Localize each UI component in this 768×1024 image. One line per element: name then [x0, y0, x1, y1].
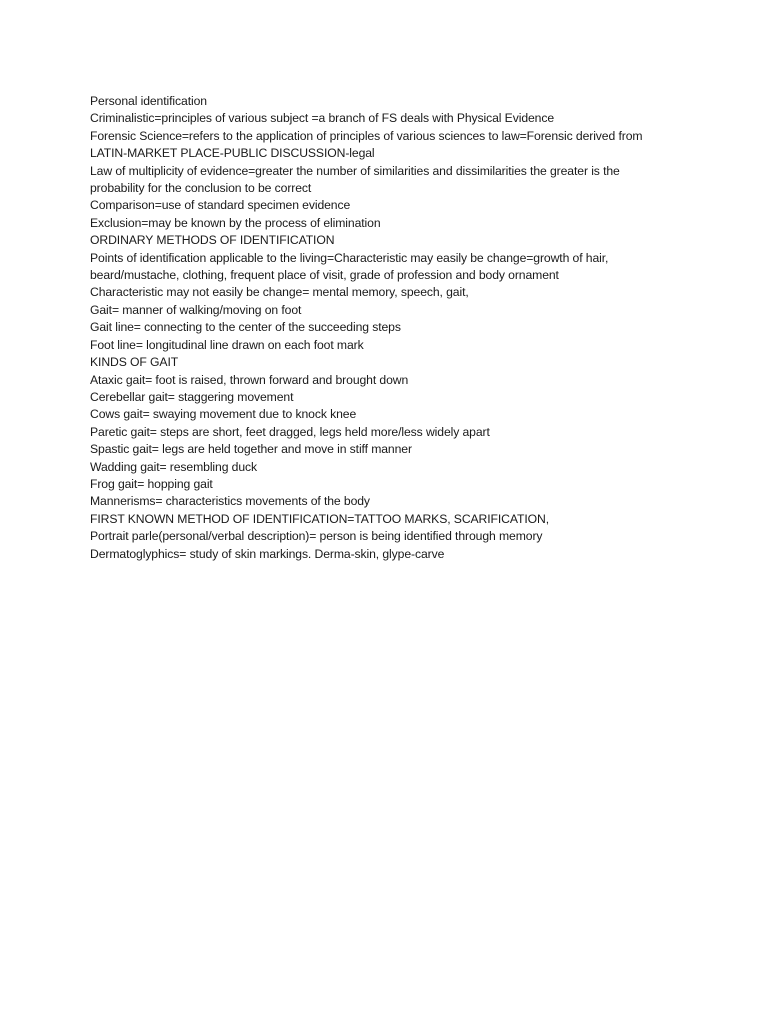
text-line: Law of multiplicity of evidence=greater the number of similarities and dissimilarities the greater is the	[90, 163, 620, 178]
text-line: Exclusion=may be known by the process of elimination	[90, 215, 381, 230]
text-line: beard/mustache, clothing, frequent place of visit, grade of profession and body ornament	[90, 268, 559, 283]
text-line: LATIN-MARKET PLACE-PUBLIC DISCUSSION-legal	[90, 146, 375, 161]
text-line: Foot line= longitudinal line drawn on each foot mark	[90, 337, 364, 352]
text-line: Portrait parle(personal/verbal description)= person is being identified through memory	[90, 529, 543, 544]
text-line: Criminalistic=principles of various subject =a branch of FS deals with Physical Evidence	[90, 111, 555, 126]
text-line: Paretic gait= steps are short, feet dragged, legs held more/less widely apart	[90, 424, 490, 439]
text-line: Dermatoglyphics= study of skin markings. Derma-skin, glype-carve	[90, 546, 445, 561]
text-line: Gait line= connecting to the center of the succeeding steps	[90, 320, 401, 335]
text-line: Cows gait= swaying movement due to knock knee	[90, 407, 357, 422]
text-line: Forensic Science=refers to the application of principles of various sciences to law=Forensic derived from	[90, 128, 643, 143]
text-line: Ataxic gait= foot is raised, thrown forward and brought down	[90, 372, 409, 387]
text-line: probability for the conclusion to be correct	[90, 181, 312, 196]
text-line: Comparison=use of standard specimen evidence	[90, 198, 351, 213]
text-line: Cerebellar gait= staggering movement	[90, 389, 294, 404]
text-line: Mannerisms= characteristics movements of the body	[90, 494, 370, 509]
section-heading: FIRST KNOWN METHOD OF IDENTIFICATION=TATTOO MARKS, SCARIFICATION,	[90, 511, 550, 526]
text-line: Points of identification applicable to the living=Characteristic may easily be change=growth of hair,	[90, 250, 609, 265]
section-heading: ORDINARY METHODS OF IDENTIFICATION	[90, 233, 335, 248]
document-title: Personal identification	[90, 94, 207, 108]
section-heading: KINDS OF GAIT	[90, 355, 179, 370]
text-line: Spastic gait= legs are held together and move in stiff manner	[90, 442, 412, 457]
document-body	[90, 93, 690, 563]
text-line: Characteristic may not easily be change= mental memory, speech, gait,	[90, 285, 469, 300]
text-line: Gait= manner of walking/moving on foot	[90, 302, 302, 317]
text-line: Wadding gait= resembling duck	[90, 459, 258, 474]
text-line: Frog gait= hopping gait	[90, 476, 213, 491]
